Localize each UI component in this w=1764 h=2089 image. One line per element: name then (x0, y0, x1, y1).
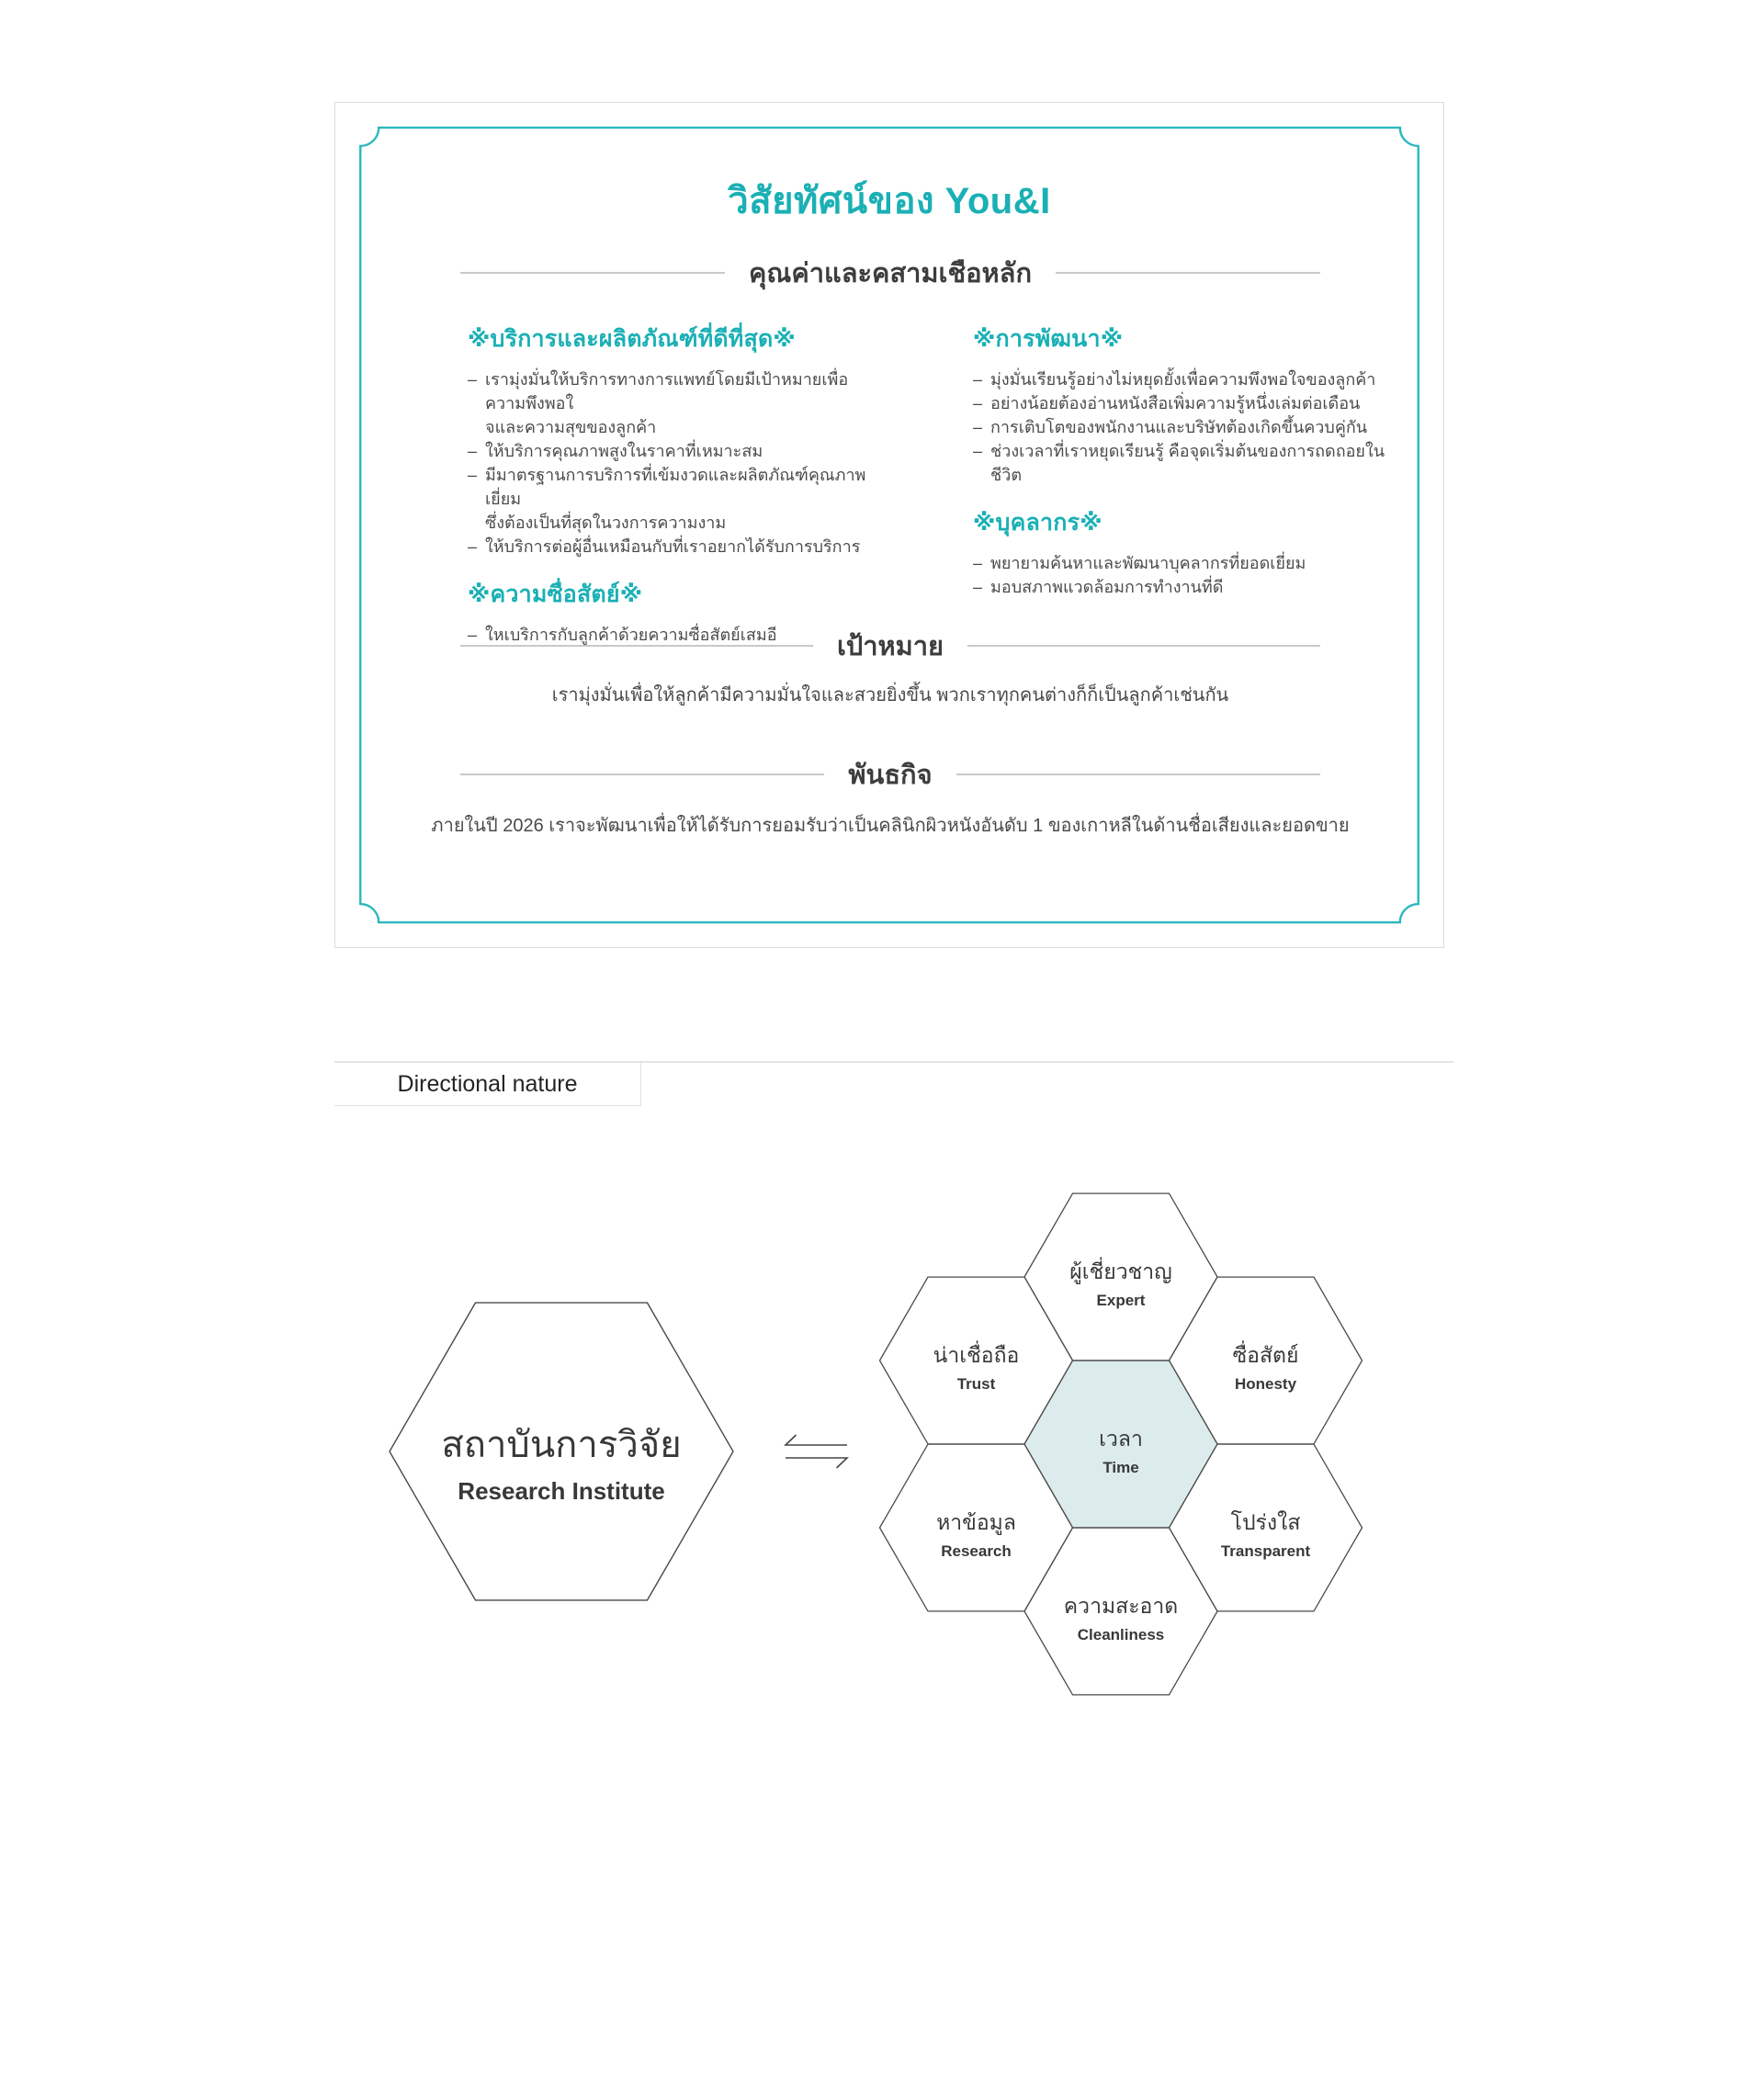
page-title: วิสัยทัศน์ของ You&I (728, 181, 1051, 221)
bullet-item (468, 535, 883, 559)
core-values-header (460, 252, 1320, 294)
goal-header (460, 625, 1320, 667)
bullet-line: การเติบโตของพนักงานและบริษัทต้องเกิดขึ้นควบคู่กัน (990, 418, 1368, 436)
bullet-dash: – (973, 442, 983, 460)
goal-text: เรามุ่งมั่นเพื่อให้ลูกค้ามีความมั่นใจและสวยยิ่งขึ้น พวกเราทุกคนต่างก็ก็เป็นลูกค้าเช่นกัน (551, 685, 1229, 706)
bullet-dash: – (468, 626, 478, 644)
bullet-dash: – (973, 394, 983, 412)
bullet-line: จและความสุขของลูกค้า (485, 418, 657, 436)
hexagon-honesty-thai-label: ซื่อสัตย์ (1232, 1343, 1299, 1367)
values-honeycomb (880, 1193, 1363, 1695)
value-group-development (973, 323, 1388, 487)
bullet-line: พยายามค้นหาและพัฒนาบุคลากรที่ยอดเยี่ยม (990, 554, 1306, 572)
bullet-item (973, 439, 1388, 487)
hexagon-research-thai-label: หาข้อมูล (936, 1510, 1016, 1534)
bullet-dash: – (468, 370, 478, 389)
bullet-item (468, 367, 883, 439)
bullet-dash: – (468, 537, 478, 556)
value-group-heading: ※บริการและผลิตภัณฑ์ที่ดีที่สุด※ (468, 326, 796, 352)
research-institute-english-label: Research Institute (458, 1477, 665, 1505)
bullet-list (973, 551, 1388, 599)
header-rule-right (967, 645, 1320, 647)
bullet-item (468, 463, 883, 535)
bullet-line: มีมาตรฐานการบริการที่เข้มงวดและผลิตภัณฑ์คุณภาพเยี่ยม (485, 466, 866, 508)
hexagon-expert-english-label: Expert (1096, 1292, 1146, 1309)
hexagon-expert-thai-label: ผู้เชี่ยวชาญ (1069, 1259, 1172, 1283)
bullet-item (973, 415, 1388, 439)
bullet-line: ช่วงเวลาที่เราหยุดเรียนรู้ คือจุดเริ่มต้นของการถดถอยในชีวิต (990, 442, 1385, 484)
hexagon-cleanliness-thai-label: ความสะอาด (1063, 1594, 1179, 1618)
header-rule-left (460, 645, 813, 647)
core-values-column-right (973, 323, 1388, 599)
bullet-dash: – (973, 554, 983, 572)
header-rule-right (1056, 272, 1320, 274)
bullet-line: ให้บริการต่อผู้อื่นเหมือนกับที่เราอยากได้รับการบริการ (485, 537, 861, 556)
research-institute-thai-label: สถาบันการวิจัย (441, 1425, 682, 1465)
bullet-line: มุ่งมั่นเรียนรู้อย่างไม่หยุดยั้งเพื่อความพึงพอใจของลูกค้า (990, 370, 1376, 389)
header-rule-left (460, 272, 725, 274)
bullet-line: ให้บริการคุณภาพสูงในราคาที่เหมาะสม (485, 442, 763, 460)
directional-nature-label-cell (334, 1063, 641, 1106)
vision-card (334, 102, 1444, 948)
bullet-item (973, 367, 1388, 391)
header-rule-left (460, 773, 824, 775)
bullet-dash: – (973, 370, 983, 389)
bullet-dash: – (468, 442, 478, 460)
hexagon-time-thai-label: เวลา (1099, 1427, 1143, 1451)
hexagon-time-english-label: Time (1102, 1459, 1139, 1476)
bullet-line: อย่างน้อยต้องอ่านหนังสือเพิ่มความรู้หนึ่งเล่มต่อเดือน (990, 394, 1361, 412)
exchange-arrows (786, 1435, 847, 1468)
value-group-heading: ※การพัฒนา※ (973, 326, 1124, 352)
bullet-line: ใหเบริการกับลูกค้าด้วยความซื่อสัตย์เสมอี (485, 626, 777, 644)
hexagon-transparent-english-label: Transparent (1220, 1542, 1311, 1560)
bullet-item (973, 575, 1388, 599)
arrow-left-icon (786, 1435, 847, 1445)
bullet-item (468, 439, 883, 463)
hexagon-cleanliness-english-label: Cleanliness (1077, 1626, 1165, 1643)
mission-text: ภายในปี 2026 เราจะพัฒนาเพื่อให้ได้รับการยอมรับว่าเป็นคลินิกผิวหนังอันดับ 1 ของเกาหลีในด้านชื่อเสียงและยอดขาย (431, 816, 1350, 836)
arrow-right-icon (786, 1458, 847, 1468)
value-group-service (468, 323, 883, 559)
mission-header (460, 753, 1320, 796)
core-values-title: คุณค่าและคสามเชือหลัก (749, 259, 1032, 288)
hexagon-research-english-label: Research (941, 1542, 1012, 1560)
hexagon-diagram (0, 1176, 1764, 1764)
bullet-dash: – (468, 466, 478, 484)
hexagon-transparent-thai-label: โปร่งใส (1230, 1510, 1301, 1534)
value-group-heading: ※บุคลากร※ (973, 510, 1102, 536)
research-institute-hexagon (390, 1303, 733, 1600)
bullet-list (468, 367, 883, 559)
hexagon-trust-thai-label: น่าเชื่อถือ (933, 1343, 1020, 1367)
bullet-dash: – (973, 418, 983, 436)
core-values-column-left (468, 323, 883, 647)
hexagon-trust-english-label: Trust (956, 1375, 996, 1393)
directional-nature-label: Directional nature (397, 1070, 578, 1097)
bullet-item (973, 551, 1388, 575)
core-values-columns (468, 323, 1396, 647)
header-rule-right (956, 773, 1320, 775)
hexagon-honesty-english-label: Honesty (1234, 1375, 1297, 1393)
mission-title: พันธกิจ (848, 761, 933, 790)
goal-title: เป้าหมาย (836, 632, 944, 661)
bullet-dash: – (973, 578, 983, 596)
value-group-heading: ※ความซื่อสัตย์※ (468, 582, 643, 607)
bullet-list (973, 367, 1388, 487)
value-group-personnel (973, 507, 1388, 599)
bullet-line: เรามุ่งมั่นให้บริการทางการแพทย์โดยมีเป้าหมายเพื่อความพึงพอใ (485, 370, 849, 412)
bullet-item (973, 391, 1388, 415)
bullet-line: ซึ่งต้องเป็นที่สุดในวงการความงาม (485, 514, 727, 532)
bullet-line: มอบสภาพแวดล้อมการทำงานที่ดี (990, 578, 1224, 596)
